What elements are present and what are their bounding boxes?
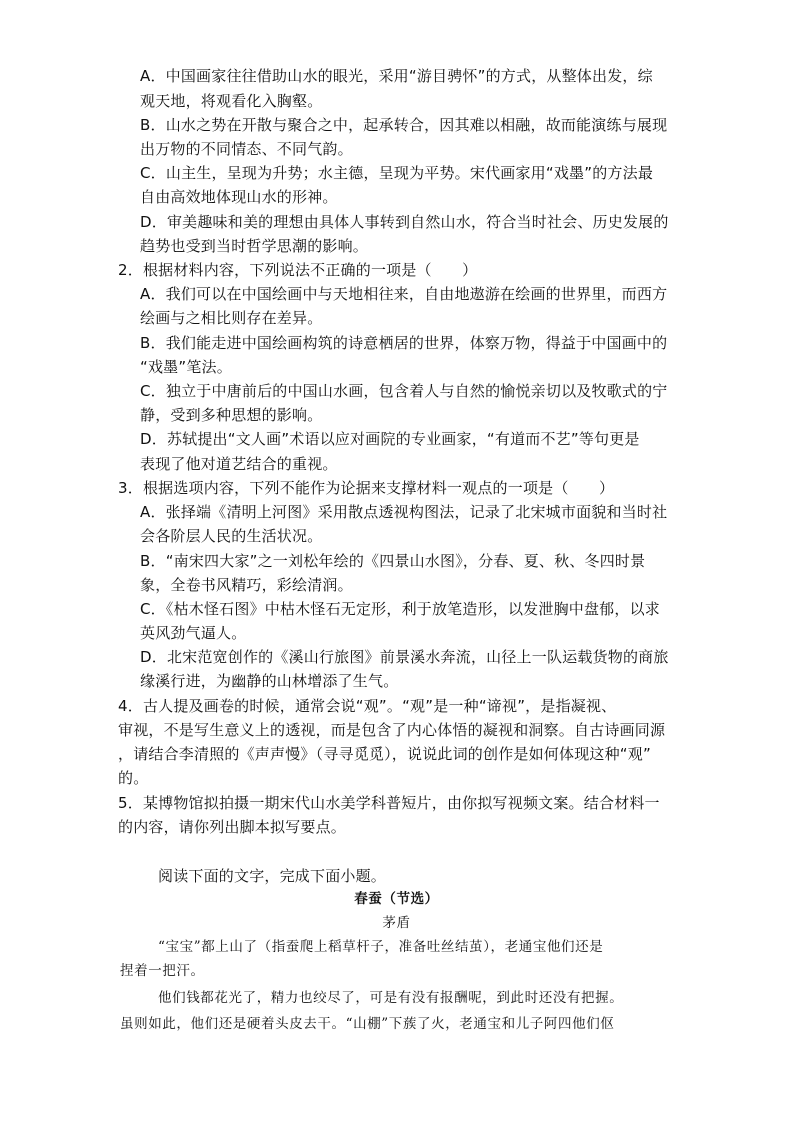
passage-line1: “宝宝”都上山了（指蚕爬上稻草杆子，准备吐丝结茧），老通宝他们还是 bbox=[158, 939, 604, 955]
q3-option-d-line2: 缘溪行进，为幽静的山林增添了生气。 bbox=[140, 672, 399, 690]
q1-option-d-line1: D．审美趣味和美的理想由具体人事转到自然山水，符合当时社会、历史发展的 bbox=[140, 213, 669, 231]
q1-option-b-line1: B．山水之势在开散与聚合之中，起承转合，因其难以相融，故而能演练与展现 bbox=[140, 116, 668, 134]
passage-author: 茅盾 bbox=[382, 915, 411, 931]
q1-option-a-line2: 观天地，将观看化入胸壑。 bbox=[140, 92, 323, 110]
q1-option-c-line2: 自由高效地体现山水的形神。 bbox=[140, 188, 338, 206]
q2-option-b-line2: “戏墨”笔法。 bbox=[140, 358, 232, 376]
q1-option-d-line2: 趋势也受到当时哲学思潮的影响。 bbox=[140, 237, 369, 255]
q3-option-a-line1: A．张择端《清明上河图》采用散点透视构图法，记录了北宋城市面貌和当时社 bbox=[140, 503, 668, 521]
q2-option-d-line2: 表现了他对道艺结合的重视。 bbox=[140, 455, 338, 473]
q3-option-c-line1: C．《枯木怪石图》中枯木怪石无定形，利于放笔造形，以发泄胸中盘郁，以求 bbox=[140, 600, 660, 618]
q2-option-b-line1: B．我们能走进中国绘画构筑的诗意栖居的世界，体察万物，得益于中国画中的 bbox=[140, 334, 668, 352]
q3-option-d-line1: D．北宋范宽创作的《溪山行旅图》前景溪水奔流，山径上一队运载货物的商旅 bbox=[140, 648, 669, 666]
q4-line3: ，请结合李清照的《声声慢》（寻寻觅觅），说说此词的创作是如何体现这种“观” bbox=[118, 745, 651, 763]
reading-intro: 阅读下面的文字，完成下面小题。 bbox=[158, 867, 387, 885]
q3-option-a-line2: 会各阶层人民的生活状况。 bbox=[140, 527, 323, 545]
q2-option-c-line2: 静，受到多种思想的影响。 bbox=[140, 406, 323, 424]
q4-line2: 审视，不是写生意义上的透视，而是包含了内心体悟的凝视和洞察。自古诗画同源 bbox=[118, 721, 666, 739]
q2-option-c-line1: C．独立于中唐前后的中国山水画，包含着人与自然的愉悦亲切以及牧歌式的宁 bbox=[140, 382, 668, 400]
q1-option-c-line1: C．山主生，呈现为升势；水主德，呈现为平势。宋代画家用“戏墨”的方法最 bbox=[140, 164, 654, 182]
passage-line3: 他们钱都花光了，精力也绞尽了，可是有没有报酬呢，到此时还没有把握。 bbox=[158, 990, 624, 1006]
q3-stem: 3．根据选项内容，下列不能作为论据来支撑材料一观点的一项是（ ） bbox=[118, 479, 615, 497]
q4-line4: 的。 bbox=[118, 769, 149, 787]
q1-option-a-line1: A．中国画家往往借助山水的眼光，采用“游目骋怀”的方式，从整体出发，综 bbox=[140, 67, 653, 85]
q5-line1: 5．某博物馆拟拍摄一期宋代山水美学科普短片，由你拟写视频文案。结合材料一 bbox=[118, 794, 660, 812]
passage-line4: 虽则如此，他们还是硬着头皮去干。“山棚”下蔟了火，老通宝和儿子阿四他们伛 bbox=[120, 1016, 615, 1032]
q3-option-b-line1: B．“南宋四大家”之一刘松年绘的《四景山水图》，分春、夏、秋、冬四时景 bbox=[140, 552, 646, 570]
q2-option-d-line1: D．苏轼提出“文人画”术语以应对画院的专业画家，“有道而不艺”等句更是 bbox=[140, 430, 640, 448]
q2-option-a-line2: 绘画与之相比则存在差异。 bbox=[140, 309, 323, 327]
q5-line2: 的内容，请你列出脚本拟写要点。 bbox=[118, 818, 347, 836]
q2-option-a-line1: A．我们可以在中国绘画中与天地相往来，自由地遨游在绘画的世界里，而西方 bbox=[140, 285, 668, 303]
q1-option-b-line2: 出万物的不同情态、不同气韵。 bbox=[140, 140, 353, 158]
passage-title: 春蚕（节选） bbox=[354, 891, 439, 907]
q3-option-b-line2: 象，全卷书风精巧，彩绘清润。 bbox=[140, 576, 353, 594]
passage-line2: 捏着一把汗。 bbox=[120, 963, 205, 979]
q2-stem: 2．根据材料内容，下列说法不正确的一项是（ ） bbox=[118, 261, 478, 279]
q4-line1: 4．古人提及画卷的时候，通常会说“观”。“观”是一种“谛视”，是指凝视、 bbox=[118, 697, 617, 715]
q3-option-c-line2: 英风劲气逼人。 bbox=[140, 624, 247, 642]
